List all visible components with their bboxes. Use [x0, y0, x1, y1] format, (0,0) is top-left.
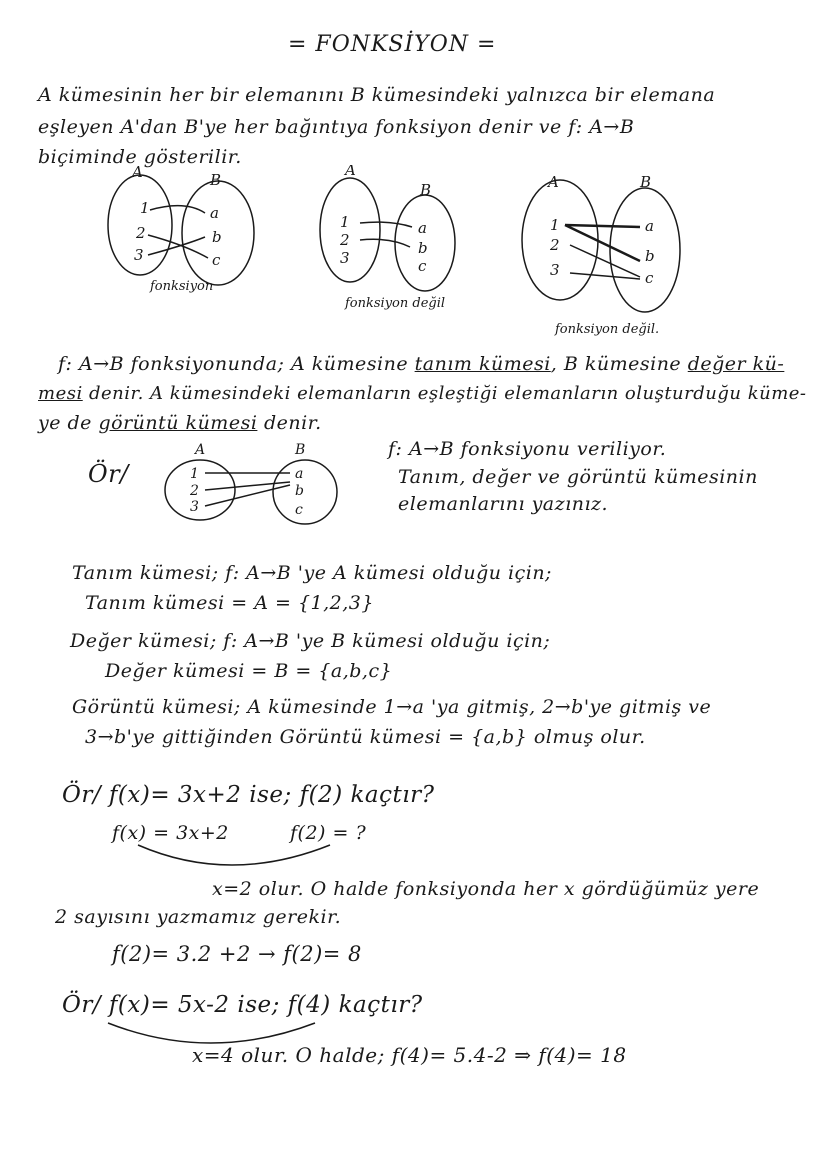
element: c: [212, 251, 221, 269]
element: 1: [340, 213, 350, 231]
definition-line: [58, 353, 784, 375]
example2-line: f(x) = 3x+2: [112, 822, 229, 844]
solution-line: Değer kümesi; f: A→B 'ye B kümesi olduğu için;: [70, 630, 551, 652]
example2-answer: f(2)= 3.2 +2 → f(2)= 8: [112, 942, 362, 966]
definition-line: [38, 383, 807, 404]
set-a-label: A: [132, 165, 143, 181]
set-b-label: B: [640, 173, 652, 191]
example-diagram: [150, 440, 360, 540]
element: c: [295, 502, 303, 518]
element: a: [418, 219, 427, 237]
substitution-arc: [130, 840, 350, 880]
element: c: [418, 257, 427, 275]
definition-line: [38, 412, 322, 434]
solution-line: Değer kümesi = B = {a,b,c}: [105, 660, 393, 682]
diagram-caption: fonksiyon değil: [345, 296, 446, 311]
element: 2: [190, 483, 199, 499]
example2-line: 2 sayısını yazmamız gerekir.: [55, 906, 342, 928]
diagram-caption: fonksiyon: [150, 279, 214, 294]
term-codomain: mesi: [38, 383, 83, 404]
solution-line: 3→b'ye gittiğinden Görüntü kümesi = {a,b} olmuş olur.: [85, 726, 646, 748]
example3-question: Ör/ f(x)= 5x-2 ise; f(4) kaçtır?: [62, 992, 423, 1018]
term-codomain: değer kü-: [687, 353, 785, 375]
page-title: = FONKSİYON =: [288, 32, 497, 57]
element: c: [645, 269, 654, 287]
element: a: [645, 217, 654, 235]
example-label: Ör/: [88, 460, 129, 488]
example-text: f: A→B fonksiyonu veriliyor.: [388, 438, 667, 460]
element: 2: [550, 236, 560, 254]
element: 1: [550, 216, 560, 234]
solution-line: Tanım kümesi; f: A→B 'ye A kümesi olduğu için;: [72, 562, 552, 584]
set-b-label: B: [210, 171, 222, 189]
set-a-label: A: [195, 442, 206, 458]
solution-line: Görüntü kümesi; A kümesinde 1→a 'ya gitmiş, 2→b'ye gitmiş ve: [72, 696, 712, 718]
example3-answer: x=4 olur. O halde; f(4)= 5.4-2 ⇒ f(4)= 18: [192, 1043, 627, 1067]
term-image: görüntü kümesi: [98, 412, 258, 434]
set-b-label: B: [420, 181, 432, 199]
example-text: elemanlarını yazınız.: [398, 493, 609, 515]
element: 1: [140, 199, 150, 217]
element: 3: [134, 246, 144, 264]
element: a: [210, 204, 219, 222]
example2-question: Ör/ f(x)= 3x+2 ise; f(2) kaçtır?: [62, 782, 435, 808]
set-b-label: B: [295, 442, 306, 458]
example2-line: x=2 olur. O halde fonksiyonda her x gördüğümüz yere: [212, 878, 760, 900]
text: denir. A kümesindeki elemanların eşleştiği elemanların oluşturduğu küme-: [88, 383, 807, 404]
text: , B kümesine: [550, 353, 682, 375]
text: denir.: [263, 412, 322, 434]
element: 3: [550, 261, 560, 279]
term-domain: tanım kümesi: [414, 353, 551, 375]
text: f: A→B fonksiyonunda; A kümesine: [58, 353, 409, 375]
element: 1: [190, 466, 199, 482]
element: b: [418, 239, 428, 257]
element: 2: [340, 231, 350, 249]
intro-line: eşleyen A'dan B'ye her bağıntıya fonksiyon denir ve f: A→B: [38, 116, 635, 138]
intro-line: biçiminde gösterilir.: [38, 146, 242, 168]
example-text: Tanım, değer ve görüntü kümesinin: [398, 466, 758, 488]
element: b: [212, 228, 222, 246]
example2-line: f(2) = ?: [290, 822, 367, 844]
element: 3: [340, 249, 350, 267]
set-a-label: A: [345, 165, 356, 179]
element: 2: [136, 224, 146, 242]
text: ye de: [38, 412, 92, 434]
element: b: [295, 483, 304, 499]
element: 3: [190, 499, 199, 515]
intro-line: A kümesinin her bir elemanını B kümesindeki yalnızca bir elemana: [38, 84, 716, 106]
set-a-label: A: [548, 173, 559, 191]
element: a: [295, 466, 304, 482]
solution-line: Tanım kümesi = A = {1,2,3}: [85, 592, 374, 614]
diagram-caption: fonksiyon değil.: [555, 322, 660, 337]
function-diagrams: [0, 165, 828, 345]
element: b: [645, 247, 655, 265]
